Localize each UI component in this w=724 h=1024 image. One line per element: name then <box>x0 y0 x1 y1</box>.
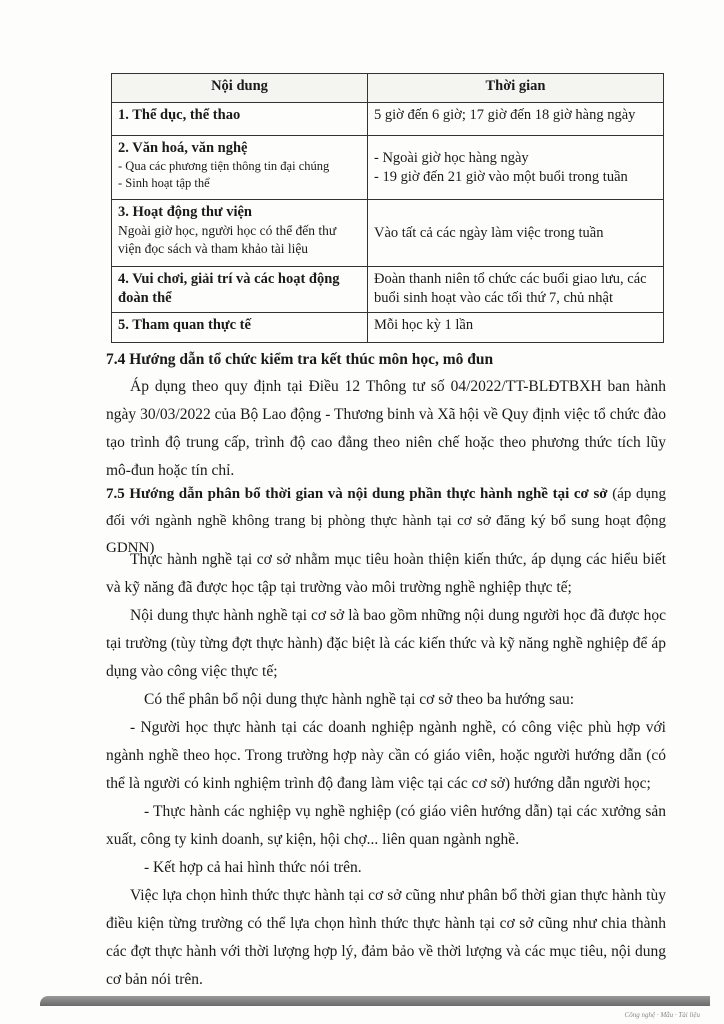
table-cell-time <box>368 200 664 267</box>
section-7-5-heading: 7.5 Hướng dẫn phân bổ thời gian và nội dung phần thực hành nghề tại cơ sở <box>106 486 608 502</box>
table-cell-time <box>368 267 664 313</box>
table-row <box>112 103 664 136</box>
paragraph-4: - Người học thực hành tại các doanh nghiệp ngành nghề, có công việc phù hợp với ngành nghề theo học. Trong trường hợp này cần có giáo viên, hoặc người hướng dẫn (có thể là người có kinh nghiệm trình độ đang làm việc tại các cơ sở) hướng dẫn người học; <box>106 719 666 792</box>
paragraph-7: Việc lựa chọn hình thức thực hành tại cơ sở cũng như phân bổ thời gian thực hành tùy điều kiện từng trường có thể lựa chọn hình thức thực hành tại cơ sở cũng như chia thành các đợt thực hành với thời lượng hợp lý, đảm bảo về thời lượng và các mục tiêu, nội dung cơ bản nói trên. <box>106 887 666 988</box>
time-line: 5 giờ đến 6 giờ; 17 giờ đến 18 giờ hàng ngày <box>374 107 636 123</box>
paragraph-5: - Thực hành các nghiệp vụ nghề nghiệp (có giáo viên hướng dẫn) tại các xưởng sản xuất, công ty kinh doanh, sự kiện, hội chợ... liên quan ngành nghề. <box>106 803 666 848</box>
table-header-row <box>112 74 664 103</box>
time-line: - 19 giờ đến 21 giờ vào một buổi trong tuần <box>374 168 628 185</box>
time-line: Mỗi học kỳ 1 lần <box>374 317 474 333</box>
table-row <box>112 200 664 267</box>
paragraph-6: - Kết hợp cả hai hình thức nói trên. <box>144 859 362 876</box>
section-7-4-heading: 7.4 Hướng dẫn tổ chức kiểm tra kết thúc môn học, mô đun <box>106 351 494 368</box>
table-cell-content <box>112 313 368 343</box>
table-cell-content <box>112 267 368 313</box>
activity-title: 1. Thể dục, thể thao <box>118 107 241 123</box>
activity-title: 2. Văn hoá, văn nghệ <box>118 140 248 156</box>
paragraph-1: Thực hành nghề tại cơ sở nhằm mục tiêu hoàn thiện kiến thức, áp dụng các hiểu biết và kỹ năng đã được học tập tại trường vào môi trường nghề nghiệp thực tế; <box>106 551 666 596</box>
activity-detail: - Qua các phương tiện thông tin đại chúng <box>118 159 330 173</box>
time-line: - Ngoài giờ học hàng ngày <box>374 149 529 166</box>
section-7-5-note: (áp dụng đối với ngành nghề không trang bị phòng thực hành tại cơ sở đăng ký bổ sung hoạt động GDNN) <box>106 486 667 556</box>
footer-note: Công nghệ · Mẫu · Tài liệu <box>624 1011 700 1019</box>
table-cell-content <box>112 200 368 267</box>
paragraph-3: Có thể phân bổ nội dung thực hành nghề tại cơ sở theo ba hướng sau: <box>144 691 575 708</box>
paragraph-2: Nội dung thực hành nghề tại cơ sở là bao gồm những nội dung người học đã được học tại trường (tùy từng đợt thực hành) đặc biệt là các kiến thức và kỹ năng nghề nghiệp để áp dụng vào công việc thực tế; <box>106 607 666 680</box>
activity-title: 5. Tham quan thực tế <box>118 317 251 333</box>
table-row <box>112 136 664 200</box>
time-line: Vào tất cả các ngày làm việc trong tuần <box>374 224 604 241</box>
column-header-content: Nội dung <box>112 74 368 103</box>
table-cell-time <box>368 103 664 136</box>
table-cell-time <box>368 313 664 343</box>
activity-title: 4. Vui chơi, giải trí và các hoạt động đoàn thể <box>118 271 340 306</box>
activity-schedule-table <box>111 73 664 343</box>
table-cell-content <box>112 103 368 136</box>
time-line: Đoàn thanh niên tổ chức các buổi giao lưu, các buổi sinh hoạt vào các tối thứ 7, chủ nhật <box>374 271 647 306</box>
section-7-4-paragraph: Áp dụng theo quy định tại Điều 12 Thông tư số 04/2022/TT-BLĐTBXH ban hành ngày 30/03/2022 của Bộ Lao động - Thương binh và Xã hội về Quy định việc tổ chức đào tạo trình độ trung cấp, trình độ cao đẳng theo niên chế hoặc theo phương thức tích lũy mô-đun hoặc tín chỉ. <box>106 378 666 479</box>
activity-detail: Ngoài giờ học, người học có thể đến thư viện đọc sách và tham khảo tài liệu <box>118 223 337 256</box>
activity-detail: - Sinh hoạt tập thể <box>118 176 210 190</box>
table-cell-time <box>368 136 664 200</box>
table-cell-content <box>112 136 368 200</box>
footer-bar <box>40 996 710 1006</box>
table-row <box>112 267 664 313</box>
column-header-time: Thời gian <box>368 74 664 103</box>
activity-title: 3. Hoạt động thư viện <box>118 204 252 220</box>
table-row <box>112 313 664 343</box>
